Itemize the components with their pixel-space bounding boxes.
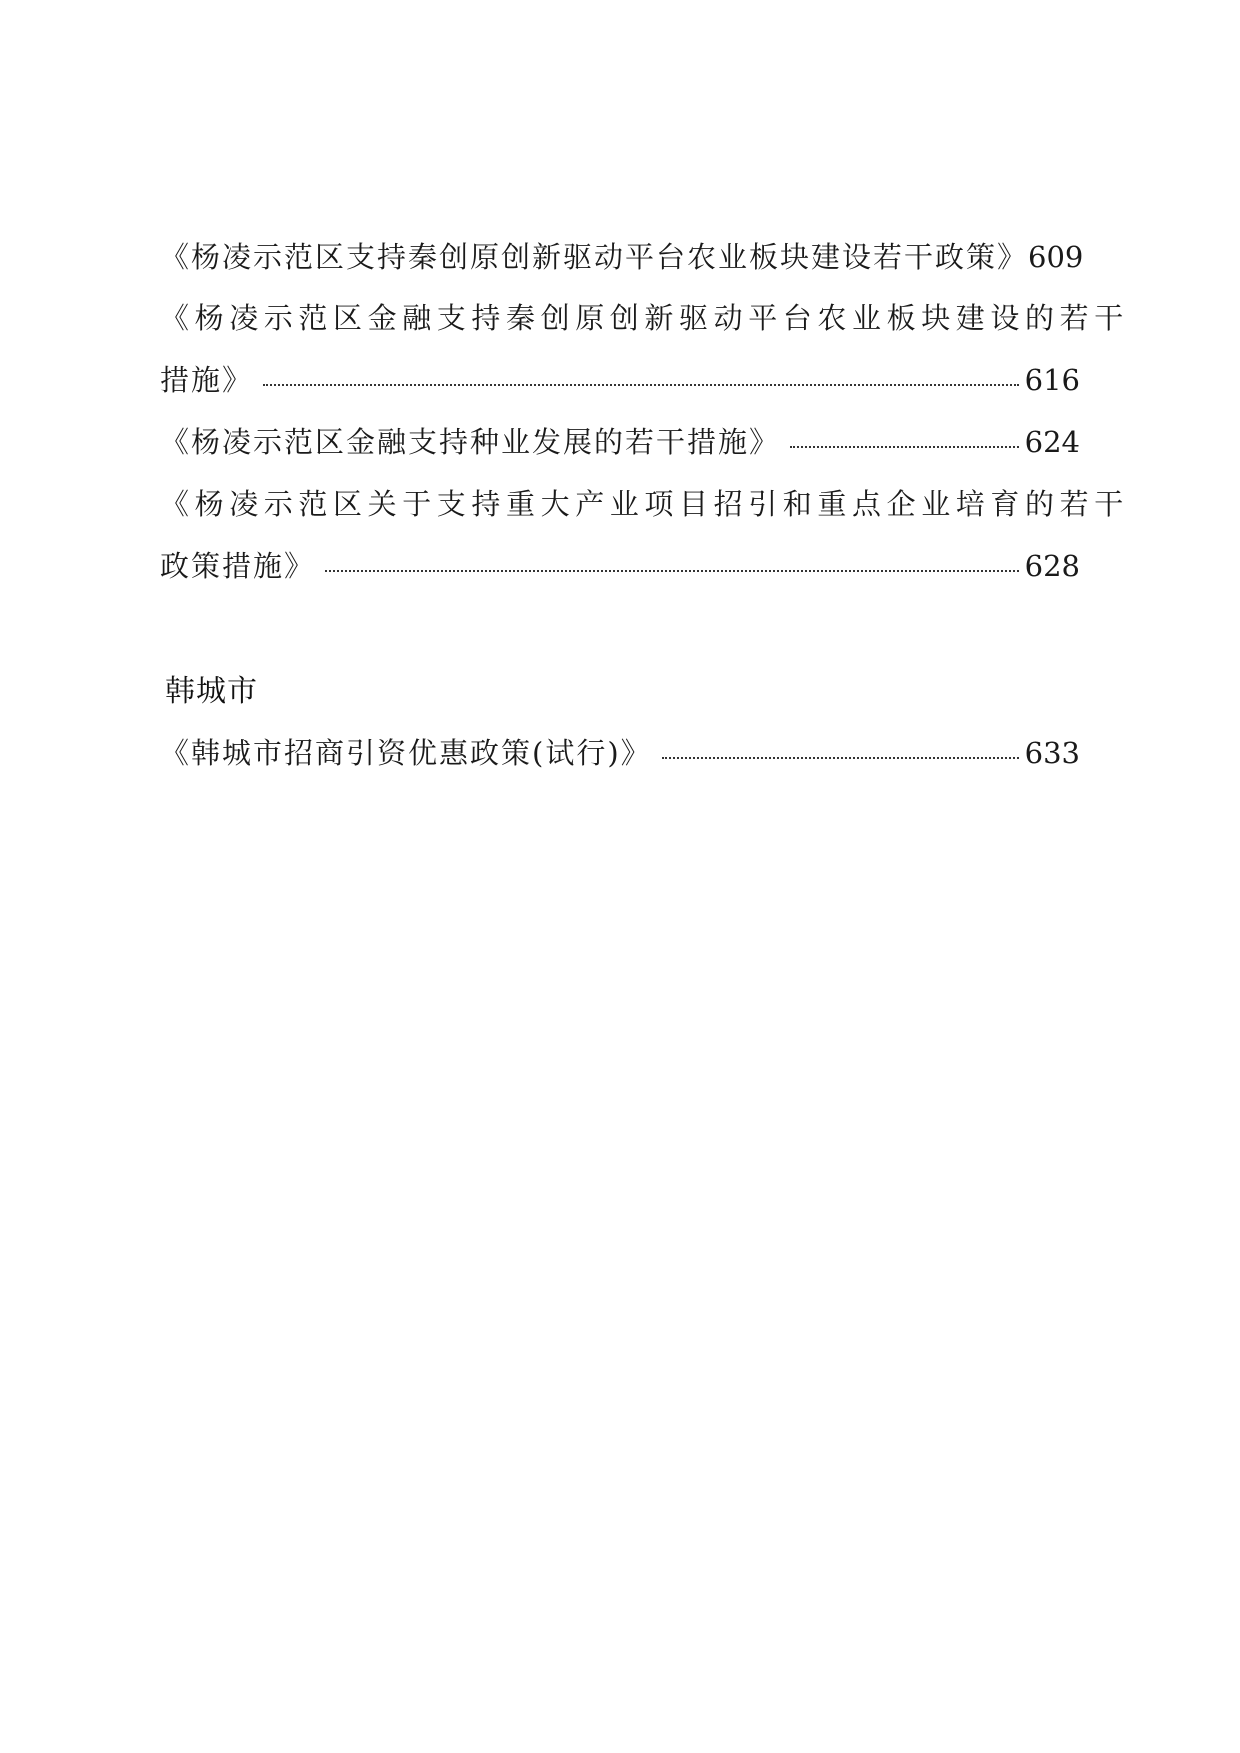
toc-entry-title-line1[interactable]	[160, 484, 1129, 524]
toc-entry-title-line1[interactable]	[160, 298, 1129, 338]
toc-entry-title-continued: 政策措施》	[160, 549, 316, 583]
toc-entry-title: 《杨凌示范区关于支持重大产业项目招引和重点企业培育的若干	[160, 487, 1129, 521]
toc-entry-title: 《韩城市招商引资优惠政策(试行)》	[160, 736, 652, 770]
toc-entry-title: 《杨凌示范区支持秦创原创新驱动平台农业板块建设若干政策》	[160, 240, 1029, 274]
dot-leader	[790, 445, 1019, 448]
section-heading: 韩城市	[165, 674, 258, 709]
dot-leader	[325, 569, 1019, 572]
toc-entry[interactable]	[160, 733, 1080, 773]
dot-leader	[263, 383, 1019, 386]
toc-entry[interactable]	[160, 237, 1084, 277]
toc-entry-page-number: 616	[1024, 363, 1080, 397]
toc-entry-page-number: 624	[1024, 425, 1080, 459]
toc-entry-page-number: 609	[1028, 240, 1084, 274]
toc-entry-page-number: 633	[1024, 736, 1080, 770]
toc-entry-page-number: 628	[1024, 549, 1080, 583]
toc-entry-title: 《杨凌示范区金融支持秦创原创新驱动平台农业板块建设的若干	[160, 301, 1129, 335]
toc-entry[interactable]	[160, 422, 1080, 462]
toc-entry[interactable]	[160, 546, 1080, 586]
toc-entry-title-continued: 措施》	[160, 363, 254, 397]
dot-leader	[662, 756, 1019, 759]
toc-entry[interactable]	[160, 360, 1080, 400]
toc-entry-title: 《杨凌示范区金融支持种业发展的若干措施》	[160, 425, 781, 459]
